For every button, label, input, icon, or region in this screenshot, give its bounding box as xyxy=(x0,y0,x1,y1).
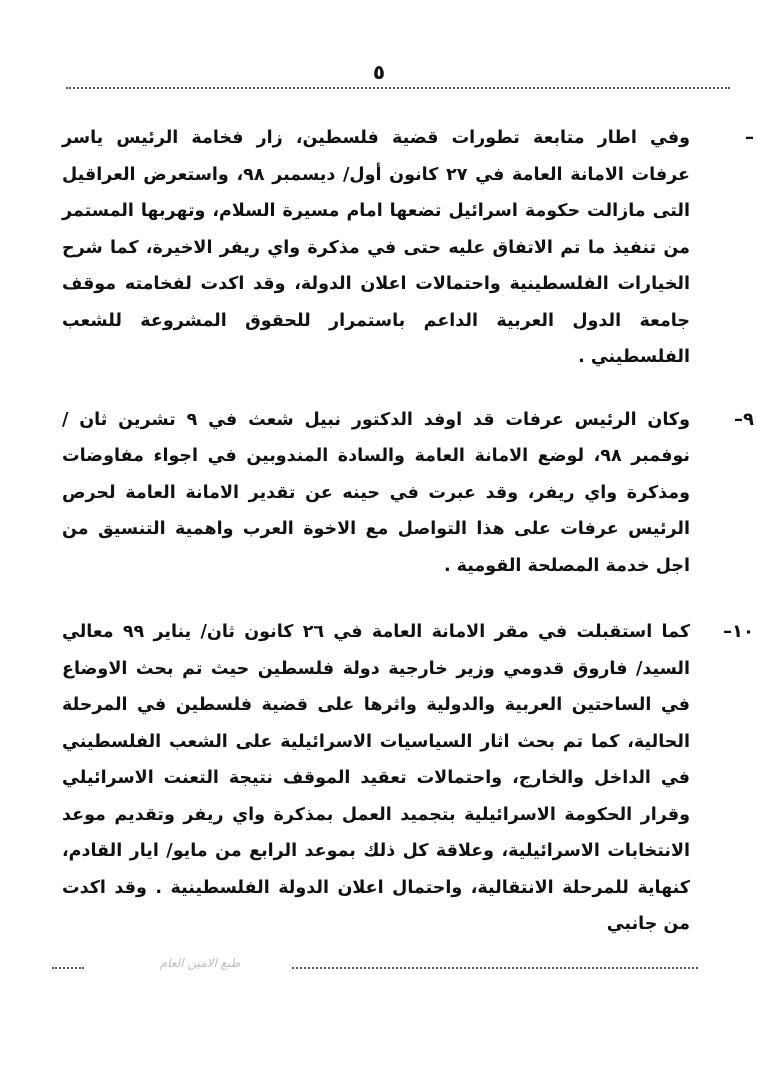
page-number: ٥ xyxy=(372,60,386,84)
footer-divider xyxy=(52,956,698,983)
paragraph-item xyxy=(62,120,754,376)
item-marker: – xyxy=(745,127,754,148)
paragraph-item xyxy=(62,402,754,585)
paragraph-text: كما استقبلت في مقر الامانة العامة في ٢٦ كانون ثان/ يناير ٩٩ معالي السيد/ فاروق قدومي وزير خارجية دولة فلسطين حيث تم بحث الاوضاع في الساحتين العربية والدولية واثرها على قضية فلسطين في المرحلة الحالية، كما تم بحث اثار السياسيات الاسرائيلية على الشعب الفلسطيني في الداخل والخارج، واحتمالات تعقيد الموقف نتيجة التعنت الاسرائيلي وقرار الحكومة الاسرائيلية بتجميد العمل بمذكرة واي ريفر وتقديم موعد الانتخابات الاسرائيلية، وعلاقة كل ذلك بموعد الرابع من مايو/ ايار القادم، كنهاية للمرحلة الانتقالية، واحتمال اعلان الدولة الفلسطينية . وقد اكدت من جانبي xyxy=(62,622,690,934)
paragraph-text: وكان الرئيس عرفات قد اوفد الدكتور نبيل شعث في ٩ تشرين ثان / نوفمبر ٩٨، لوضع الامانة العامة والسادة المندوبين في اجواء مفاوضات ومذكرة واي ريفر، وقد عبرت في حينه عن تقدير الامانة العامة لحرص الرئيس عرفات على هذا التواصل مع الاخوة العرب واهمية التنسيق من اجل خدمة المصلحة القومية . xyxy=(62,409,690,576)
document-body xyxy=(62,120,754,943)
footer-rule-left xyxy=(52,967,84,969)
footer-rule-right xyxy=(292,967,698,969)
paragraph-text: وفي اطار متابعة تطورات قضية فلسطين، زار فخامة الرئيس ياسر عرفات الامانة العامة في ٢٧ كانون أول/ ديسمبر ٩٨، واستعرض العراقيل التى مازالت حكومة اسرائيل تضعها امام مسيرة السلام، وتهربها المستمر من تنفيذ ما تم الاتفاق عليه حتى في مذكرة واي ريفر الاخيرة، كما شرح الخيارات الفلسطينية واحتمالات اعلان الدولة، وقد اكدت لفخامته موقف جامعة الدول العربية الداعم باستمرار للحقوق المشروعة للشعب الفلسطيني . xyxy=(62,128,691,367)
item-marker: ١٠– xyxy=(723,621,754,642)
paragraph-item xyxy=(62,614,754,943)
footer-faint-text: طبع الامين العام xyxy=(159,956,241,970)
item-marker: ٩– xyxy=(734,408,754,430)
header-divider xyxy=(66,87,730,89)
